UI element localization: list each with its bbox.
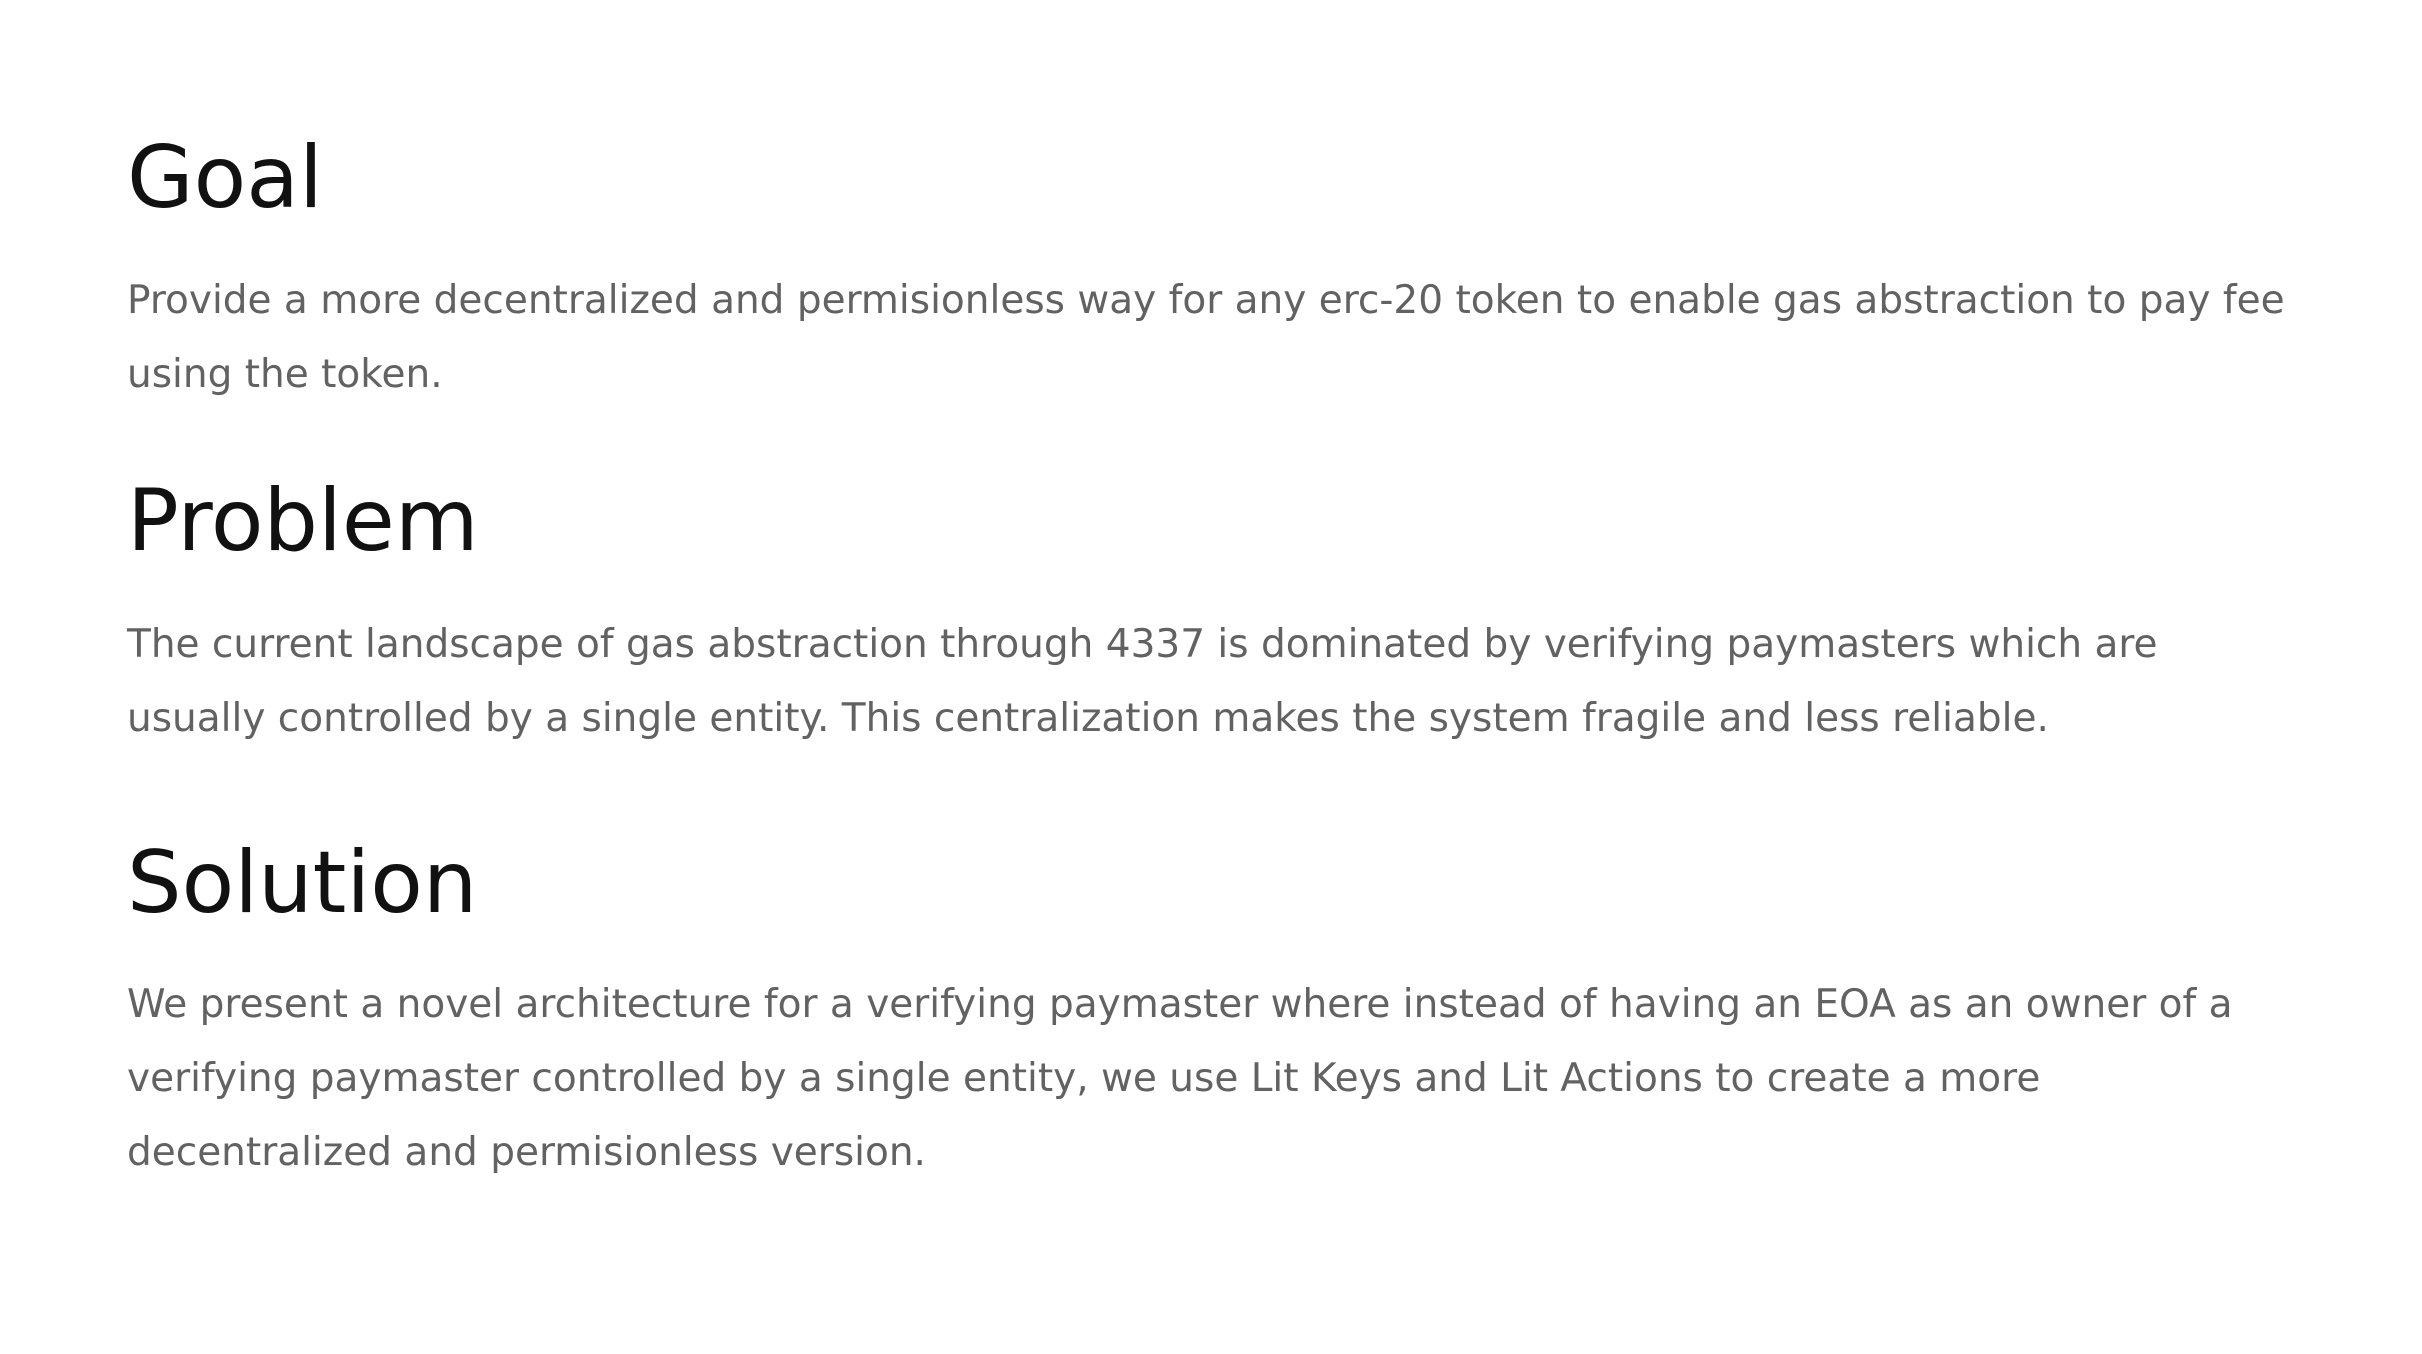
problem-heading: Problem (127, 471, 479, 571)
goal-heading: Goal (127, 128, 323, 228)
goal-paragraph: Provide a more decentralized and permisionless way for any erc-20 token to enable gas abstraction to pay fee using the token. (127, 278, 2285, 397)
solution-heading: Solution (127, 833, 478, 933)
solution-paragraph: We present a novel architecture for a verifying paymaster where instead of having an EOA as an owner of a verifying paymaster controlled by a single entity, we use Lit Keys and Lit Actions to create a more decentralized and permisionless version. (127, 982, 2233, 1175)
problem-paragraph: The current landscape of gas abstraction through 4337 is dominated by verifying paymasters which are usually controlled by a single entity. This centralization makes the system fragile and less reliable. (127, 622, 2158, 741)
